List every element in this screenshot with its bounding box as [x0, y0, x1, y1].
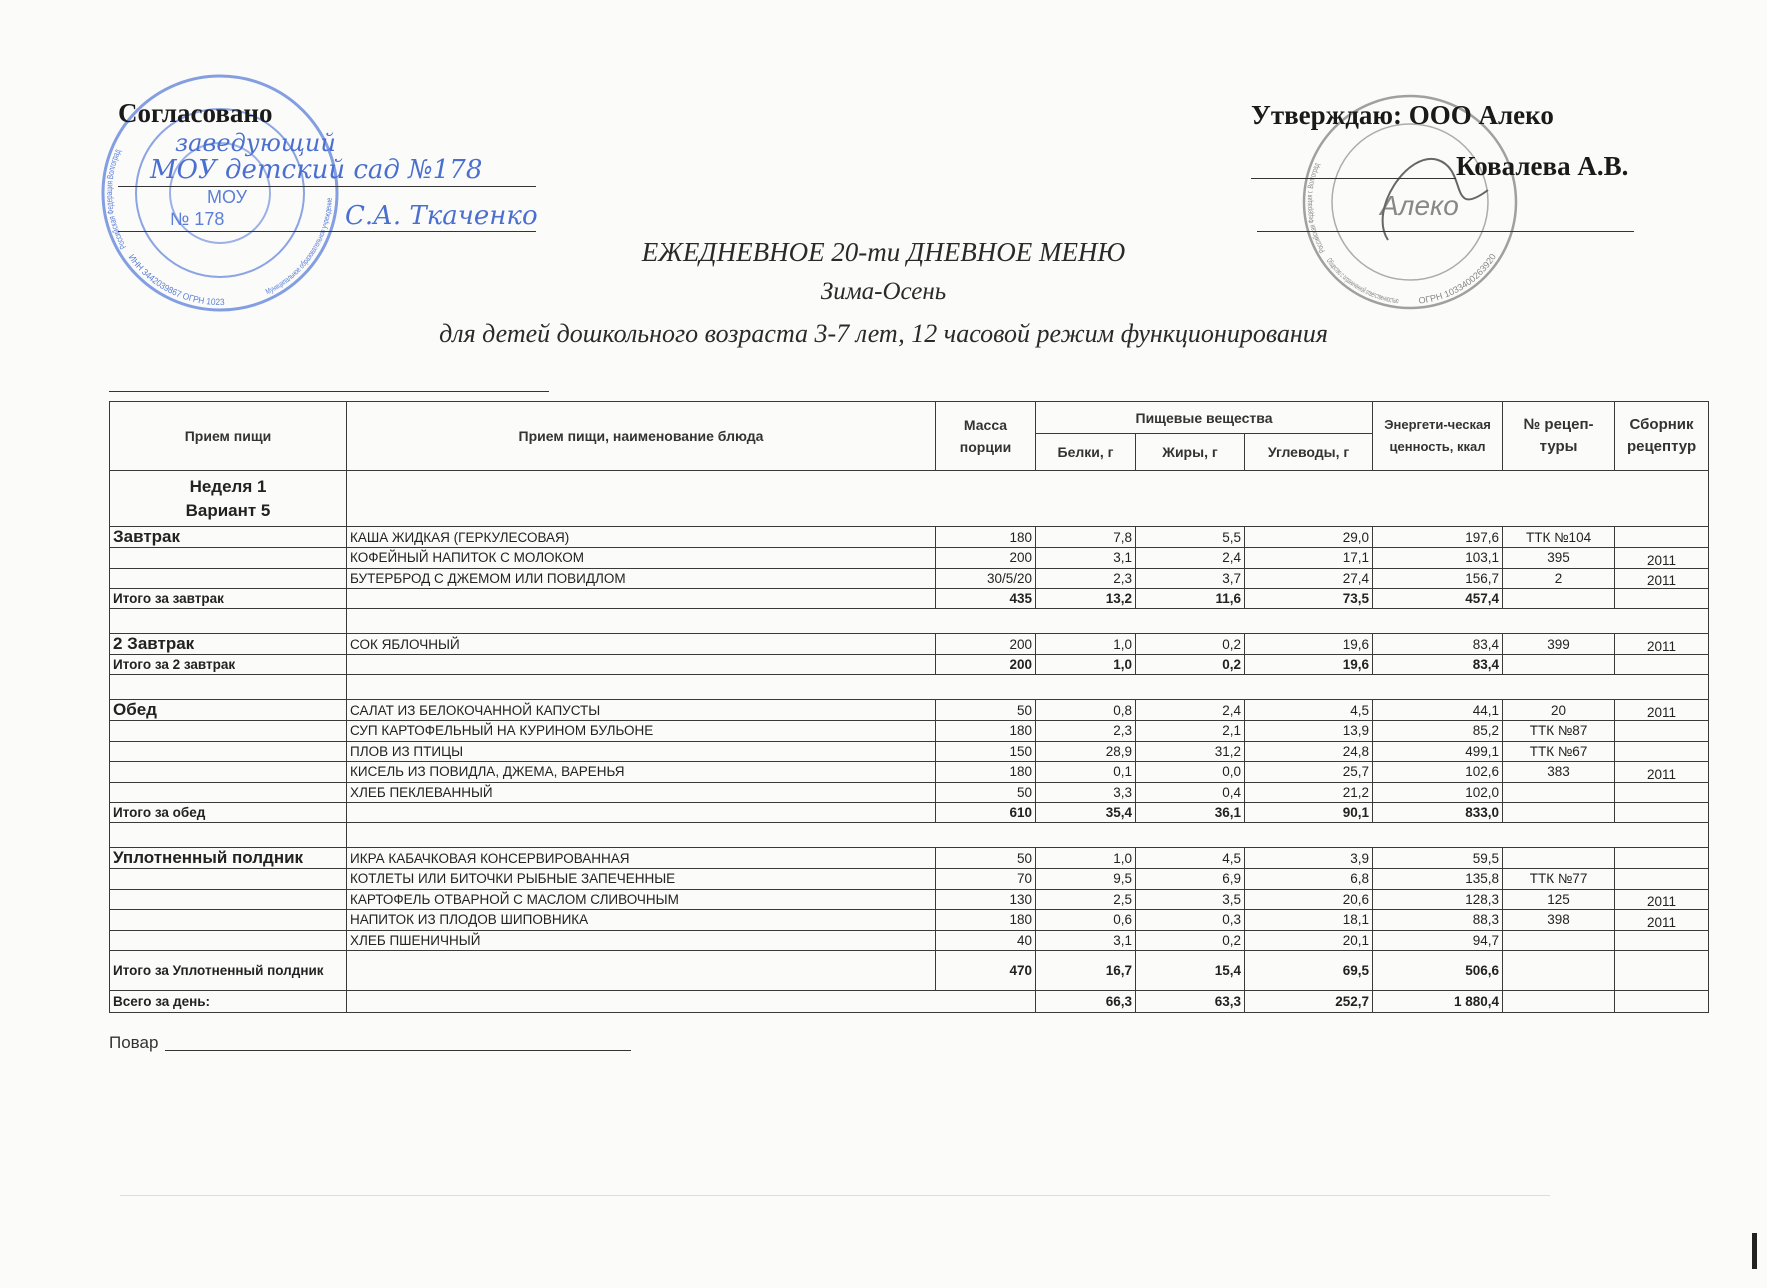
- approver-name: Ковалева А.В.: [1456, 151, 1629, 181]
- mass-cell: 180: [936, 527, 1036, 548]
- protein-cell: 2,3: [1036, 568, 1136, 589]
- meal-cell: [110, 910, 347, 931]
- meal-cell: [110, 568, 347, 589]
- mass-cell: 70: [936, 869, 1036, 890]
- total-row: [110, 655, 1709, 675]
- header-fat: Жиры, г: [1136, 434, 1245, 471]
- empty-cell: [347, 675, 1709, 700]
- meal-cell: Итого за обед: [110, 803, 347, 823]
- book-cell: [1615, 951, 1709, 991]
- fat-cell: 2,1: [1136, 721, 1245, 742]
- table-row: [110, 889, 1709, 910]
- meal-cell: Итого за 2 завтрак: [110, 655, 347, 675]
- mass-cell: 180: [936, 910, 1036, 931]
- total-row: [110, 589, 1709, 609]
- recipe-cell: ТТК №77: [1503, 869, 1615, 890]
- book-cell: 2011: [1615, 548, 1709, 569]
- fat-cell: 0,3: [1136, 910, 1245, 931]
- energy-cell: 457,4: [1373, 589, 1503, 609]
- mass-cell: 470: [936, 951, 1036, 991]
- dish-cell: [347, 803, 936, 823]
- protein-cell: 16,7: [1036, 951, 1136, 991]
- blank-row: [110, 675, 1709, 700]
- stamp-text: МОУ: [207, 187, 248, 207]
- carbs-cell: 13,9: [1245, 721, 1373, 742]
- table-row: [110, 762, 1709, 783]
- carbs-cell: 252,7: [1245, 991, 1373, 1013]
- dish-cell: [347, 991, 1036, 1013]
- mass-cell: 30/5/20: [936, 568, 1036, 589]
- meal-cell: 2 Завтрак: [110, 634, 347, 655]
- header-mass: Масса порции: [936, 402, 1036, 471]
- mass-cell: 50: [936, 782, 1036, 803]
- header-nutrients: Пищевые вещества: [1036, 402, 1373, 434]
- signature-line: [118, 231, 536, 232]
- page-title: ЕЖЕДНЕВНОЕ 20-ти ДНЕВНОЕ МЕНЮ: [641, 237, 1126, 267]
- meal-cell: [110, 782, 347, 803]
- recipe-cell: [1503, 848, 1615, 869]
- recipe-cell: [1503, 782, 1615, 803]
- book-cell: [1615, 721, 1709, 742]
- energy-cell: 44,1: [1373, 700, 1503, 721]
- protein-cell: 3,1: [1036, 548, 1136, 569]
- mass-cell: 200: [936, 548, 1036, 569]
- protein-cell: 1,0: [1036, 634, 1136, 655]
- energy-cell: 197,6: [1373, 527, 1503, 548]
- dish-cell: ХЛЕБ ПЕКЛЕВАННЫЙ: [347, 782, 936, 803]
- signature-line: [1251, 178, 1456, 179]
- energy-cell: 59,5: [1373, 848, 1503, 869]
- energy-cell: 83,4: [1373, 634, 1503, 655]
- recipe-cell: [1503, 951, 1615, 991]
- energy-cell: 156,7: [1373, 568, 1503, 589]
- table-row: [110, 848, 1709, 869]
- dish-cell: ХЛЕБ ПШЕНИЧНЫЙ: [347, 930, 936, 951]
- carbs-cell: 21,2: [1245, 782, 1373, 803]
- energy-cell: 499,1: [1373, 741, 1503, 762]
- carbs-cell: 4,5: [1245, 700, 1373, 721]
- recipe-cell: 2: [1503, 568, 1615, 589]
- meal-cell: [110, 762, 347, 783]
- book-cell: [1615, 527, 1709, 548]
- fat-cell: 36,1: [1136, 803, 1245, 823]
- protein-cell: 1,0: [1036, 655, 1136, 675]
- total-row: [110, 803, 1709, 823]
- energy-cell: 85,2: [1373, 721, 1503, 742]
- protein-cell: 0,6: [1036, 910, 1136, 931]
- mass-cell: 200: [936, 655, 1036, 675]
- carbs-cell: 17,1: [1245, 548, 1373, 569]
- meal-cell: Завтрак: [110, 527, 347, 548]
- meal-cell: [110, 930, 347, 951]
- book-cell: [1615, 848, 1709, 869]
- recipe-cell: 125: [1503, 889, 1615, 910]
- meal-cell: [110, 869, 347, 890]
- header-carbs: Углеводы, г: [1245, 434, 1373, 471]
- protein-cell: 2,5: [1036, 889, 1136, 910]
- recipe-cell: [1503, 589, 1615, 609]
- book-cell: 2011: [1615, 889, 1709, 910]
- protein-cell: 0,1: [1036, 762, 1136, 783]
- fat-cell: 3,5: [1136, 889, 1245, 910]
- protein-cell: 1,0: [1036, 848, 1136, 869]
- fat-cell: 0,4: [1136, 782, 1245, 803]
- recipe-cell: [1503, 803, 1615, 823]
- table-row: [110, 869, 1709, 890]
- handwriting: заведующий: [175, 129, 336, 157]
- table-row: [110, 700, 1709, 721]
- stamp-ring-text: ИНН 3442039867 ОГРН 1023: [126, 252, 226, 308]
- energy-cell: 83,4: [1373, 655, 1503, 675]
- energy-cell: 102,0: [1373, 782, 1503, 803]
- carbs-cell: 20,6: [1245, 889, 1373, 910]
- signature: С.А. Ткаченко: [345, 201, 538, 231]
- carbs-cell: 29,0: [1245, 527, 1373, 548]
- recipe-cell: 383: [1503, 762, 1615, 783]
- table-row: [110, 721, 1709, 742]
- table-row: [110, 548, 1709, 569]
- fat-cell: 6,9: [1136, 869, 1245, 890]
- dish-cell: СУП КАРТОФЕЛЬНЫЙ НА КУРИНОМ БУЛЬОНЕ: [347, 721, 936, 742]
- book-cell: [1615, 589, 1709, 609]
- recipe-cell: 399: [1503, 634, 1615, 655]
- season: Зима-Осень: [820, 278, 947, 305]
- fat-cell: 15,4: [1136, 951, 1245, 991]
- empty-cell: [110, 675, 347, 700]
- energy-cell: 833,0: [1373, 803, 1503, 823]
- stamp-ring-text: Муниципальное образовательное учреждение: [264, 196, 334, 297]
- fat-cell: 0,2: [1136, 655, 1245, 675]
- mass-cell: 50: [936, 700, 1036, 721]
- stamp-ring-text: ОГРН 1033400263920: [1417, 251, 1498, 306]
- stamp-text: № 178: [170, 209, 225, 229]
- meal-cell: [110, 721, 347, 742]
- approve-label: Утверждаю: ООО Алеко: [1251, 100, 1554, 130]
- book-cell: [1615, 782, 1709, 803]
- mass-cell: 150: [936, 741, 1036, 762]
- recipe-cell: ТТК №87: [1503, 721, 1615, 742]
- fat-cell: 0,0: [1136, 762, 1245, 783]
- empty-cell: [347, 609, 1709, 634]
- recipe-cell: [1503, 991, 1615, 1013]
- meal-cell: [110, 548, 347, 569]
- protein-cell: 3,1: [1036, 930, 1136, 951]
- dish-cell: СОК ЯБЛОЧНЫЙ: [347, 634, 936, 655]
- empty-cell: [347, 823, 1709, 848]
- approval-label: Согласовано: [118, 98, 273, 128]
- energy-cell: 88,3: [1373, 910, 1503, 931]
- meal-cell: [110, 889, 347, 910]
- subtitle: для детей дошкольного возраста 3-7 лет, 12 часовой режим функционирования: [439, 319, 1328, 348]
- dish-cell: КИСЕЛЬ ИЗ ПОВИДЛА, ДЖЕМА, ВАРЕНЬЯ: [347, 762, 936, 783]
- mass-cell: 180: [936, 721, 1036, 742]
- energy-cell: 128,3: [1373, 889, 1503, 910]
- energy-cell: 94,7: [1373, 930, 1503, 951]
- carbs-cell: 18,1: [1245, 910, 1373, 931]
- protein-cell: 13,2: [1036, 589, 1136, 609]
- signature-line: [118, 186, 536, 187]
- week-label: Неделя 1: [189, 476, 267, 496]
- header-recipe: № рецеп-туры: [1503, 402, 1615, 471]
- fat-cell: 2,4: [1136, 548, 1245, 569]
- meal-cell: Уплотненный полдник: [110, 848, 347, 869]
- dish-cell: [347, 655, 936, 675]
- meal-cell: Итого за завтрак: [110, 589, 347, 609]
- dish-cell: КАРТОФЕЛЬ ОТВАРНОЙ С МАСЛОМ СЛИВОЧНЫМ: [347, 889, 936, 910]
- fat-cell: 11,6: [1136, 589, 1245, 609]
- recipe-cell: [1503, 930, 1615, 951]
- meal-cell: Итого за Уплотненный полдник: [110, 951, 347, 991]
- scan-artifact: [1752, 1233, 1757, 1269]
- protein-cell: 2,3: [1036, 721, 1136, 742]
- fat-cell: 0,2: [1136, 634, 1245, 655]
- header-meal: Прием пищи: [110, 402, 347, 471]
- book-cell: [1615, 741, 1709, 762]
- dish-cell: [347, 589, 936, 609]
- carbs-cell: 6,8: [1245, 869, 1373, 890]
- carbs-cell: 20,1: [1245, 930, 1373, 951]
- dish-cell: КОТЛЕТЫ ИЛИ БИТОЧКИ РЫБНЫЕ ЗАПЕЧЕННЫЕ: [347, 869, 936, 890]
- stamp-ring-text: Российская Федерация Волгоград: [103, 146, 129, 251]
- fat-cell: 4,5: [1136, 848, 1245, 869]
- recipe-cell: ТТК №104: [1503, 527, 1615, 548]
- meal-cell: Обед: [110, 700, 347, 721]
- recipe-cell: 20: [1503, 700, 1615, 721]
- mass-cell: 435: [936, 589, 1036, 609]
- mass-cell: 610: [936, 803, 1036, 823]
- mass-cell: 50: [936, 848, 1036, 869]
- fat-cell: 31,2: [1136, 741, 1245, 762]
- total-row: [110, 951, 1709, 991]
- empty-cell: [110, 823, 347, 848]
- cook-signature-line: [165, 1050, 631, 1051]
- dish-cell: ИКРА КАБАЧКОВАЯ КОНСЕРВИРОВАННАЯ: [347, 848, 936, 869]
- meal-cell: Всего за день:: [110, 991, 347, 1013]
- carbs-cell: 19,6: [1245, 634, 1373, 655]
- menu-table: [109, 401, 1709, 1013]
- mass-cell: 180: [936, 762, 1036, 783]
- recipe-cell: 398: [1503, 910, 1615, 931]
- meal-cell: [110, 741, 347, 762]
- energy-cell: 1 880,4: [1373, 991, 1503, 1013]
- energy-cell: 103,1: [1373, 548, 1503, 569]
- signature-line: [1257, 231, 1634, 232]
- table-row: [110, 741, 1709, 762]
- dish-cell: БУТЕРБРОД С ДЖЕМОМ ИЛИ ПОВИДЛОМ: [347, 568, 936, 589]
- mass-cell: 130: [936, 889, 1036, 910]
- dish-cell: НАПИТОК ИЗ ПЛОДОВ ШИПОВНИКА: [347, 910, 936, 931]
- mass-cell: 200: [936, 634, 1036, 655]
- carbs-cell: 69,5: [1245, 951, 1373, 991]
- header-protein: Белки, г: [1036, 434, 1136, 471]
- mass-cell: 40: [936, 930, 1036, 951]
- protein-cell: 66,3: [1036, 991, 1136, 1013]
- book-cell: 2011: [1615, 700, 1709, 721]
- dish-cell: [347, 951, 936, 991]
- fat-cell: 0,2: [1136, 930, 1245, 951]
- table-row: [110, 782, 1709, 803]
- cook-label: Повар: [109, 1033, 159, 1052]
- protein-cell: 28,9: [1036, 741, 1136, 762]
- total-row: [110, 991, 1709, 1013]
- energy-cell: 506,6: [1373, 951, 1503, 991]
- stamp-text: Алеко: [1380, 190, 1459, 221]
- recipe-cell: [1503, 655, 1615, 675]
- carbs-cell: 19,6: [1245, 655, 1373, 675]
- fat-cell: 3,7: [1136, 568, 1245, 589]
- energy-cell: 135,8: [1373, 869, 1503, 890]
- divider: [109, 391, 549, 392]
- book-cell: [1615, 655, 1709, 675]
- header-dish: Прием пищи, наименование блюда: [347, 402, 936, 471]
- table-row: [110, 568, 1709, 589]
- week-cell: [110, 471, 347, 527]
- fat-cell: 63,3: [1136, 991, 1245, 1013]
- header-book: Сборник рецептур: [1615, 402, 1709, 471]
- carbs-cell: 25,7: [1245, 762, 1373, 783]
- table-row: [110, 634, 1709, 655]
- book-cell: 2011: [1615, 910, 1709, 931]
- protein-cell: 35,4: [1036, 803, 1136, 823]
- book-cell: [1615, 803, 1709, 823]
- table-row: [110, 930, 1709, 951]
- table-row: [110, 910, 1709, 931]
- book-cell: 2011: [1615, 568, 1709, 589]
- fat-cell: 2,4: [1136, 700, 1245, 721]
- energy-cell: 102,6: [1373, 762, 1503, 783]
- handwriting: МОУ детский сад №178: [150, 155, 483, 185]
- table-row: [110, 527, 1709, 548]
- blank-row: [110, 823, 1709, 848]
- header-energy: Энергети-ческая ценность, ккал: [1373, 402, 1503, 471]
- book-cell: [1615, 991, 1709, 1013]
- fat-cell: 5,5: [1136, 527, 1245, 548]
- recipe-cell: 395: [1503, 548, 1615, 569]
- variant-label: Вариант 5: [185, 500, 271, 520]
- stamp-ring-text: Российская Федерация г. Волгоград: [1304, 160, 1327, 255]
- stamp-ring-text: Общество с ограниченной ответственностью: [1324, 256, 1402, 306]
- week-row: [110, 471, 1709, 527]
- carbs-cell: 90,1: [1245, 803, 1373, 823]
- carbs-cell: 73,5: [1245, 589, 1373, 609]
- scan-edge: [120, 1195, 1550, 1196]
- dish-cell: ПЛОВ ИЗ ПТИЦЫ: [347, 741, 936, 762]
- dish-cell: КАША ЖИДКАЯ (ГЕРКУЛЕСОВАЯ): [347, 527, 936, 548]
- carbs-cell: 3,9: [1245, 848, 1373, 869]
- protein-cell: 0,8: [1036, 700, 1136, 721]
- book-cell: [1615, 930, 1709, 951]
- dish-cell: САЛАТ ИЗ БЕЛОКОЧАННОЙ КАПУСТЫ: [347, 700, 936, 721]
- book-cell: 2011: [1615, 762, 1709, 783]
- empty-cell: [110, 609, 347, 634]
- protein-cell: 7,8: [1036, 527, 1136, 548]
- book-cell: [1615, 869, 1709, 890]
- protein-cell: 3,3: [1036, 782, 1136, 803]
- carbs-cell: 27,4: [1245, 568, 1373, 589]
- carbs-cell: 24,8: [1245, 741, 1373, 762]
- book-cell: 2011: [1615, 634, 1709, 655]
- protein-cell: 9,5: [1036, 869, 1136, 890]
- recipe-cell: ТТК №67: [1503, 741, 1615, 762]
- blank-row: [110, 609, 1709, 634]
- dish-cell: КОФЕЙНЫЙ НАПИТОК С МОЛОКОМ: [347, 548, 936, 569]
